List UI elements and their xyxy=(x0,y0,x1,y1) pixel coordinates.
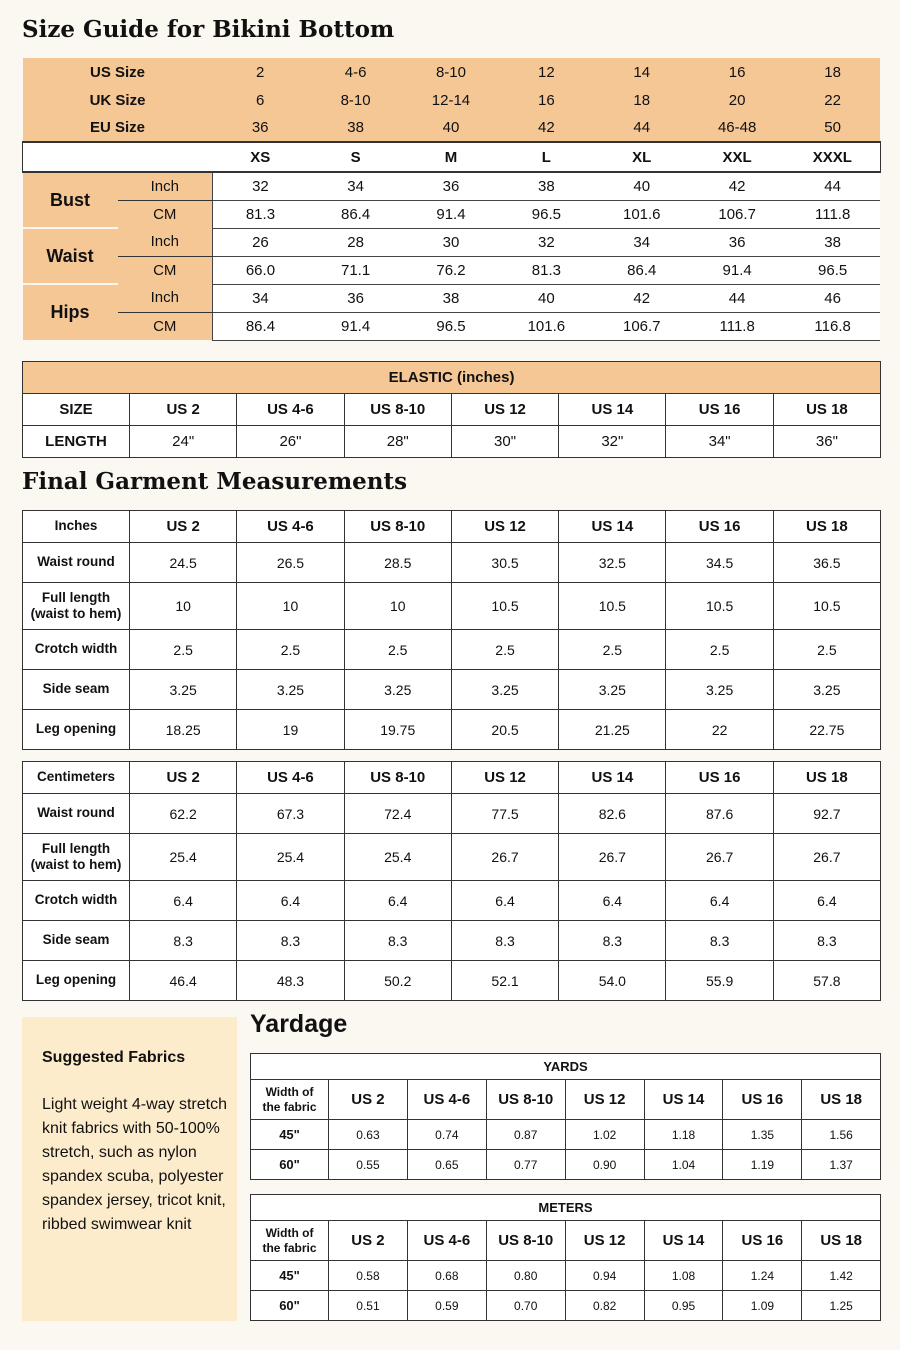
garment-value-cell: 32.5 xyxy=(559,543,666,583)
measurement-cm-cell: 81.3 xyxy=(213,200,308,228)
yardage-value-cell: 0.94 xyxy=(565,1261,644,1291)
yards-table xyxy=(250,1053,881,1180)
yardage-size-header: US 16 xyxy=(723,1080,802,1120)
garment-value-cell: 26.5 xyxy=(237,543,344,583)
yardage-value-cell: 1.09 xyxy=(723,1291,802,1321)
garment-value-cell: 10.5 xyxy=(666,583,773,630)
intl-size-cell: 38 xyxy=(308,114,403,142)
garment-size-header: US 2 xyxy=(130,762,237,794)
fabric-width-value: 45" xyxy=(251,1261,329,1291)
garment-size-header: US 18 xyxy=(773,762,880,794)
intl-size-cell: 16 xyxy=(499,86,594,114)
garment-value-cell: 87.6 xyxy=(666,794,773,834)
measurement-inch-cell: 38 xyxy=(785,228,881,256)
measurement-cm-cell: 96.5 xyxy=(785,256,881,284)
garment-size-header: US 4-6 xyxy=(237,762,344,794)
elastic-size-header: US 12 xyxy=(451,394,558,426)
garment-value-cell: 6.4 xyxy=(344,881,451,921)
elastic-table xyxy=(22,361,881,458)
measurement-inch-cell: 44 xyxy=(689,284,784,312)
garment-value-cell: 3.25 xyxy=(559,670,666,710)
garment-size-header: US 12 xyxy=(451,762,558,794)
garment-size-header: US 16 xyxy=(666,762,773,794)
elastic-length-cell: 34" xyxy=(666,426,773,458)
garment-value-cell: 22 xyxy=(666,710,773,750)
garment-size-header: US 2 xyxy=(130,511,237,543)
garment-value-cell: 19 xyxy=(237,710,344,750)
garment-value-cell: 2.5 xyxy=(451,630,558,670)
garment-value-cell: 25.4 xyxy=(344,834,451,881)
intl-size-cell: 20 xyxy=(689,86,784,114)
measurement-name: Bust xyxy=(23,172,118,228)
garment-value-cell: 3.25 xyxy=(451,670,558,710)
garment-value-cell: 20.5 xyxy=(451,710,558,750)
measurement-inch-cell: 38 xyxy=(403,284,498,312)
measurement-cm-cell: 91.4 xyxy=(308,312,403,340)
garment-row-label: Waist round xyxy=(23,794,130,834)
garment-value-cell: 8.3 xyxy=(237,921,344,961)
garment-value-cell: 26.7 xyxy=(559,834,666,881)
measurement-inch-cell: 30 xyxy=(403,228,498,256)
measurement-cm-cell: 116.8 xyxy=(785,312,881,340)
yardage-value-cell: 0.80 xyxy=(486,1261,565,1291)
garment-row-label: Full length (waist to hem) xyxy=(23,834,130,881)
measurement-cm-cell: 91.4 xyxy=(689,256,784,284)
measurement-inch-cell: 40 xyxy=(594,172,689,200)
garment-row-label: Crotch width xyxy=(23,881,130,921)
garment-size-header: US 18 xyxy=(773,511,880,543)
yardage-value-cell: 0.70 xyxy=(486,1291,565,1321)
measurement-inch-cell: 36 xyxy=(308,284,403,312)
measurement-inch-cell: 42 xyxy=(689,172,784,200)
intl-size-cell: 46-48 xyxy=(689,114,784,142)
garment-value-cell: 3.25 xyxy=(237,670,344,710)
yardage-size-header: US 4-6 xyxy=(407,1080,486,1120)
yardage-value-cell: 1.02 xyxy=(565,1120,644,1150)
yardage-size-header: US 8-10 xyxy=(486,1080,565,1120)
letter-size-header: XS xyxy=(213,142,308,172)
intl-size-cell: 14 xyxy=(594,58,689,86)
elastic-length-cell: 28" xyxy=(344,426,451,458)
fabric-width-label: Width of the fabric xyxy=(251,1221,329,1261)
garment-value-cell: 21.25 xyxy=(559,710,666,750)
measurement-inch-cell: 38 xyxy=(499,172,594,200)
yardage-value-cell: 1.35 xyxy=(723,1120,802,1150)
measurement-cm-cell: 86.4 xyxy=(308,200,403,228)
garment-size-header: US 16 xyxy=(666,511,773,543)
yardage-value-cell: 1.04 xyxy=(644,1150,723,1180)
garment-value-cell: 22.75 xyxy=(773,710,880,750)
yardage-size-header: US 14 xyxy=(644,1221,723,1261)
yardage-size-header: US 8-10 xyxy=(486,1221,565,1261)
measurement-inch-cell: 42 xyxy=(594,284,689,312)
unit-label-inch: Inch xyxy=(118,284,213,312)
letter-size-header: XL xyxy=(594,142,689,172)
intl-size-cell: 8-10 xyxy=(403,58,498,86)
garment-row-label: Waist round xyxy=(23,543,130,583)
garment-value-cell: 28.5 xyxy=(344,543,451,583)
elastic-length-cell: 30" xyxy=(451,426,558,458)
garment-value-cell: 26.7 xyxy=(451,834,558,881)
yardage-value-cell: 0.77 xyxy=(486,1150,565,1180)
garment-value-cell: 62.2 xyxy=(130,794,237,834)
garment-value-cell: 8.3 xyxy=(666,921,773,961)
intl-size-cell: 12 xyxy=(499,58,594,86)
yardage-unit-header: METERS xyxy=(251,1195,881,1221)
garment-value-cell: 67.3 xyxy=(237,794,344,834)
measurement-cm-cell: 96.5 xyxy=(403,312,498,340)
yardage-value-cell: 1.56 xyxy=(802,1120,881,1150)
garment-value-cell: 46.4 xyxy=(130,961,237,1001)
garment-value-cell: 2.5 xyxy=(344,630,451,670)
intl-size-cell: 16 xyxy=(689,58,784,86)
measurement-cm-cell: 91.4 xyxy=(403,200,498,228)
measurement-cm-cell: 101.6 xyxy=(594,200,689,228)
yardage-size-header: US 2 xyxy=(329,1221,408,1261)
yardage-value-cell: 1.25 xyxy=(802,1291,881,1321)
fabric-width-value: 60" xyxy=(251,1291,329,1321)
intl-size-label: US Size xyxy=(23,58,213,86)
size-guide-table xyxy=(22,58,881,341)
measurement-cm-cell: 106.7 xyxy=(689,200,784,228)
measurement-inch-cell: 36 xyxy=(689,228,784,256)
garment-value-cell: 18.25 xyxy=(130,710,237,750)
garment-value-cell: 8.3 xyxy=(773,921,880,961)
measurement-inch-cell: 46 xyxy=(785,284,881,312)
measurement-cm-cell: 111.8 xyxy=(785,200,881,228)
yardage-value-cell: 0.51 xyxy=(329,1291,408,1321)
garment-row-label: Full length (waist to hem) xyxy=(23,583,130,630)
yardage-value-cell: 0.68 xyxy=(407,1261,486,1291)
measurement-inch-cell: 34 xyxy=(308,172,403,200)
garment-value-cell: 2.5 xyxy=(773,630,880,670)
yardage-value-cell: 0.63 xyxy=(329,1120,408,1150)
yardage-value-cell: 1.08 xyxy=(644,1261,723,1291)
yardage-value-cell: 0.65 xyxy=(407,1150,486,1180)
garment-value-cell: 48.3 xyxy=(237,961,344,1001)
garment-value-cell: 92.7 xyxy=(773,794,880,834)
garment-value-cell: 24.5 xyxy=(130,543,237,583)
measurement-inch-cell: 34 xyxy=(594,228,689,256)
measurement-cm-cell: 71.1 xyxy=(308,256,403,284)
garment-value-cell: 3.25 xyxy=(773,670,880,710)
measurement-cm-cell: 66.0 xyxy=(213,256,308,284)
intl-size-cell: 8-10 xyxy=(308,86,403,114)
suggested-fabrics-box xyxy=(22,1017,237,1321)
unit-label-cm: CM xyxy=(118,200,213,228)
yardage-value-cell: 0.59 xyxy=(407,1291,486,1321)
garment-value-cell: 26.7 xyxy=(666,834,773,881)
intl-size-cell: 40 xyxy=(403,114,498,142)
elastic-length-cell: 36" xyxy=(773,426,880,458)
intl-size-cell: 42 xyxy=(499,114,594,142)
unit-label-cm: CM xyxy=(118,256,213,284)
elastic-length-cell: 32" xyxy=(559,426,666,458)
garment-value-cell: 10 xyxy=(344,583,451,630)
garment-size-header: US 14 xyxy=(559,762,666,794)
garment-value-cell: 2.5 xyxy=(130,630,237,670)
garment-value-cell: 50.2 xyxy=(344,961,451,1001)
measurement-name: Waist xyxy=(23,228,118,284)
fabrics-title: Suggested Fabrics xyxy=(42,1049,186,1066)
garment-value-cell: 6.4 xyxy=(237,881,344,921)
intl-size-cell: 2 xyxy=(213,58,308,86)
yardage-value-cell: 0.74 xyxy=(407,1120,486,1150)
garment-row-label: Crotch width xyxy=(23,630,130,670)
garment-value-cell: 10.5 xyxy=(451,583,558,630)
garment-value-cell: 34.5 xyxy=(666,543,773,583)
letter-size-header: L xyxy=(499,142,594,172)
measurement-inch-cell: 40 xyxy=(499,284,594,312)
intl-size-cell: 6 xyxy=(213,86,308,114)
elastic-size-header: US 8-10 xyxy=(344,394,451,426)
elastic-size-header: US 4-6 xyxy=(237,394,344,426)
garment-value-cell: 72.4 xyxy=(344,794,451,834)
garment-value-cell: 10 xyxy=(237,583,344,630)
garment-value-cell: 3.25 xyxy=(344,670,451,710)
intl-size-cell: 22 xyxy=(785,86,881,114)
yardage-value-cell: 1.42 xyxy=(802,1261,881,1291)
garment-value-cell: 77.5 xyxy=(451,794,558,834)
measurement-cm-cell: 76.2 xyxy=(403,256,498,284)
letter-size-header: XXXL xyxy=(785,142,881,172)
elastic-size-header: US 14 xyxy=(559,394,666,426)
garment-value-cell: 8.3 xyxy=(451,921,558,961)
garment-value-cell: 8.3 xyxy=(559,921,666,961)
garment-value-cell: 52.1 xyxy=(451,961,558,1001)
garment-inches-table xyxy=(22,510,881,750)
garment-size-header: US 12 xyxy=(451,511,558,543)
garment-value-cell: 55.9 xyxy=(666,961,773,1001)
garment-row-label: Side seam xyxy=(23,921,130,961)
measurement-cm-cell: 96.5 xyxy=(499,200,594,228)
intl-size-cell: 4-6 xyxy=(308,58,403,86)
yardage-size-header: US 16 xyxy=(723,1221,802,1261)
yardage-size-header: US 12 xyxy=(565,1221,644,1261)
yardage-value-cell: 1.19 xyxy=(723,1150,802,1180)
elastic-length-label: LENGTH xyxy=(23,426,130,458)
measurement-inch-cell: 26 xyxy=(213,228,308,256)
garment-row-label: Leg opening xyxy=(23,710,130,750)
measurement-cm-cell: 86.4 xyxy=(213,312,308,340)
measurement-name: Hips xyxy=(23,284,118,340)
yardage-size-header: US 4-6 xyxy=(407,1221,486,1261)
measurement-inch-cell: 32 xyxy=(213,172,308,200)
elastic-header: ELASTIC (inches) xyxy=(23,362,881,394)
garment-value-cell: 6.4 xyxy=(451,881,558,921)
garment-value-cell: 6.4 xyxy=(666,881,773,921)
garment-corner-label: Centimeters xyxy=(23,762,130,794)
garment-cm-table xyxy=(22,761,881,1001)
garment-value-cell: 6.4 xyxy=(559,881,666,921)
unit-label-inch: Inch xyxy=(118,172,213,200)
measurement-inch-cell: 28 xyxy=(308,228,403,256)
garment-value-cell: 3.25 xyxy=(130,670,237,710)
garment-value-cell: 6.4 xyxy=(130,881,237,921)
final-measurements-title: Final Garment Measurements xyxy=(22,468,408,495)
garment-value-cell: 2.5 xyxy=(666,630,773,670)
meters-table xyxy=(250,1194,881,1321)
yardage-size-header: US 12 xyxy=(565,1080,644,1120)
yardage-value-cell: 0.58 xyxy=(329,1261,408,1291)
measurement-cm-cell: 111.8 xyxy=(689,312,784,340)
intl-size-cell: 50 xyxy=(785,114,881,142)
measurement-cm-cell: 106.7 xyxy=(594,312,689,340)
garment-value-cell: 10.5 xyxy=(559,583,666,630)
yardage-unit-header: YARDS xyxy=(251,1054,881,1080)
garment-value-cell: 30.5 xyxy=(451,543,558,583)
garment-row-label: Side seam xyxy=(23,670,130,710)
garment-size-header: US 8-10 xyxy=(344,762,451,794)
intl-size-cell: 18 xyxy=(785,58,881,86)
letter-size-corner xyxy=(23,142,213,172)
garment-value-cell: 82.6 xyxy=(559,794,666,834)
yardage-title: Yardage xyxy=(250,1010,348,1038)
garment-row-label: Leg opening xyxy=(23,961,130,1001)
garment-value-cell: 3.25 xyxy=(666,670,773,710)
garment-value-cell: 10 xyxy=(130,583,237,630)
elastic-length-cell: 26" xyxy=(237,426,344,458)
garment-size-header: US 14 xyxy=(559,511,666,543)
intl-size-cell: 12-14 xyxy=(403,86,498,114)
yardage-value-cell: 1.37 xyxy=(802,1150,881,1180)
intl-size-cell: 44 xyxy=(594,114,689,142)
intl-size-cell: 18 xyxy=(594,86,689,114)
elastic-size-header: US 18 xyxy=(773,394,880,426)
letter-size-header: XXL xyxy=(689,142,784,172)
yardage-value-cell: 0.90 xyxy=(565,1150,644,1180)
yardage-size-header: US 14 xyxy=(644,1080,723,1120)
garment-value-cell: 10.5 xyxy=(773,583,880,630)
garment-value-cell: 54.0 xyxy=(559,961,666,1001)
garment-size-header: US 8-10 xyxy=(344,511,451,543)
garment-size-header: US 4-6 xyxy=(237,511,344,543)
measurement-inch-cell: 32 xyxy=(499,228,594,256)
yardage-value-cell: 1.24 xyxy=(723,1261,802,1291)
measurement-inch-cell: 34 xyxy=(213,284,308,312)
elastic-size-header: US 2 xyxy=(130,394,237,426)
measurement-inch-cell: 44 xyxy=(785,172,881,200)
intl-size-label: EU Size xyxy=(23,114,213,142)
yardage-size-header: US 2 xyxy=(329,1080,408,1120)
unit-label-inch: Inch xyxy=(118,228,213,256)
fabric-width-label: Width of the fabric xyxy=(251,1080,329,1120)
intl-size-cell: 36 xyxy=(213,114,308,142)
measurement-cm-cell: 101.6 xyxy=(499,312,594,340)
page-title: Size Guide for Bikini Bottom xyxy=(22,16,395,43)
yardage-value-cell: 0.55 xyxy=(329,1150,408,1180)
garment-value-cell: 36.5 xyxy=(773,543,880,583)
measurement-inch-cell: 36 xyxy=(403,172,498,200)
garment-value-cell: 2.5 xyxy=(237,630,344,670)
measurement-cm-cell: 81.3 xyxy=(499,256,594,284)
yardage-value-cell: 0.95 xyxy=(644,1291,723,1321)
garment-value-cell: 2.5 xyxy=(559,630,666,670)
fabric-width-value: 45" xyxy=(251,1120,329,1150)
yardage-value-cell: 0.87 xyxy=(486,1120,565,1150)
yardage-value-cell: 1.18 xyxy=(644,1120,723,1150)
garment-corner-label: Inches xyxy=(23,511,130,543)
garment-value-cell: 6.4 xyxy=(773,881,880,921)
yardage-size-header: US 18 xyxy=(802,1080,881,1120)
fabrics-text: Light weight 4-way stretch knit fabrics with 50-100% stretch, such as nylon spandex scuba, polyester spandex jersey, tricot knit, ribbed swimwear knit xyxy=(42,1096,227,1233)
garment-value-cell: 8.3 xyxy=(344,921,451,961)
elastic-size-header: US 16 xyxy=(666,394,773,426)
yardage-value-cell: 0.82 xyxy=(565,1291,644,1321)
fabric-width-value: 60" xyxy=(251,1150,329,1180)
unit-label-cm: CM xyxy=(118,312,213,340)
intl-size-label: UK Size xyxy=(23,86,213,114)
letter-size-header: S xyxy=(308,142,403,172)
yardage-size-header: US 18 xyxy=(802,1221,881,1261)
letter-size-header: M xyxy=(403,142,498,172)
measurement-cm-cell: 86.4 xyxy=(594,256,689,284)
garment-value-cell: 57.8 xyxy=(773,961,880,1001)
garment-value-cell: 19.75 xyxy=(344,710,451,750)
garment-value-cell: 26.7 xyxy=(773,834,880,881)
elastic-length-cell: 24" xyxy=(130,426,237,458)
garment-value-cell: 25.4 xyxy=(130,834,237,881)
garment-value-cell: 25.4 xyxy=(237,834,344,881)
garment-value-cell: 8.3 xyxy=(130,921,237,961)
elastic-size-label: SIZE xyxy=(23,394,130,426)
